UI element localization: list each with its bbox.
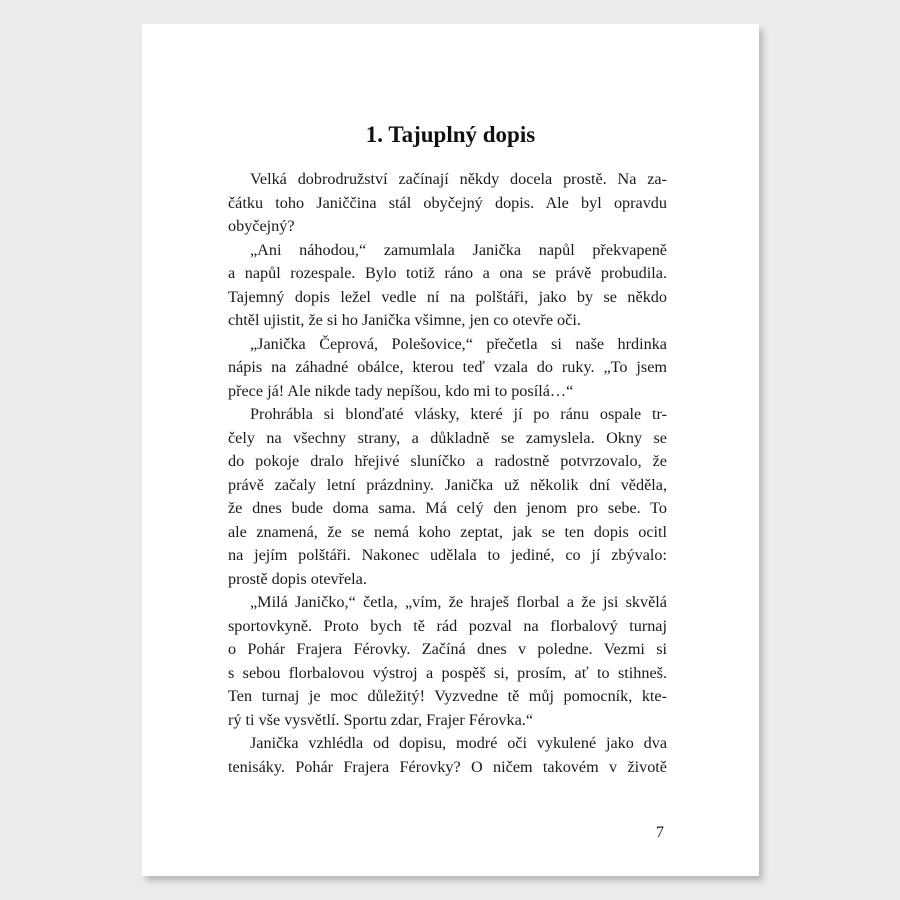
text-line: rý ti vše vysvětlí. Sportu zdar, Frajer Férovka.“ <box>228 710 534 729</box>
chapter-title: 1. Tajuplný dopis <box>365 122 536 147</box>
text-line: ale znamená, že se nemá koho zeptat, jak se ten dopis ocitl <box>228 522 667 541</box>
text-line: Prohrábla si blonďaté vlásky, které jí po ránu ospale tr- <box>250 405 667 423</box>
text-line: čátku toho Janiččina stál obyčejný dopis. Ale byl opravdu <box>228 193 667 212</box>
text-line: Ten turnaj je moc důležitý! Vyzvedne tě můj pomocník, kte- <box>228 687 667 705</box>
text-line: Tajemný dopis ležel vedle ní na polštáři, jako by se někdo <box>228 287 667 306</box>
text-line: „Milá Janičko,“ četla, „vím, že hraješ florbal a že jsi skvělá <box>250 593 667 611</box>
text-line: nápis na záhadné obálce, kterou teď vzala do ruky. „To jsem <box>228 358 667 376</box>
page-number: 7 <box>656 824 664 841</box>
text-line: že dnes bude doma sama. Má celý den jenom pro sebe. To <box>228 499 667 517</box>
text-line: Velká dobrodružství začínají někdy docela prostě. Na za- <box>250 170 667 188</box>
text-line: tenisáky. Pohár Frajera Férovky? O ničem takovém v životě <box>228 757 667 776</box>
text-line: sportovkyně. Proto bych tě rád pozval na florbalový turnaj <box>228 616 667 635</box>
book-page <box>142 24 759 876</box>
text-line: a napůl rozespale. Bylo totiž ráno a ona se právě probudila. <box>228 264 667 282</box>
text-line: „Ani náhodou,“ zamumlala Janička napůl překvapeně <box>250 240 667 259</box>
text-line: Janička vzhlédla od dopisu, modré oči vykulené jako dva <box>250 734 667 752</box>
text-line: na jejím polštáři. Nakonec udělala to jediné, co jí zbývalo: <box>228 546 667 564</box>
text-line: obyčejný? <box>228 217 295 235</box>
text-line: prostě dopis otevřela. <box>228 569 367 588</box>
text-line: čely na všechny strany, a důkladně se zamyslela. Okny se <box>228 428 667 447</box>
text-line: „Janička Čeprová, Polešovice,“ přečetla si naše hrdinka <box>250 334 667 353</box>
text-line: o Pohár Frajera Férovky. Začíná dnes v poledne. Vezmi si <box>228 640 667 658</box>
text-line: právě začaly letní prázdniny. Janička už několik dní věděla, <box>228 475 667 494</box>
text-line: přece já! Ale nikde tady nepíšou, kdo mi to posílá…“ <box>228 381 574 400</box>
text-line: s sebou florbalovou výstroj a pospěš si, prosím, ať to stihneš. <box>228 663 667 682</box>
text-line: chtěl ujistit, že si ho Janička všimne, jen co otevře oči. <box>228 311 581 329</box>
body-text <box>228 168 667 779</box>
text-line: do pokoje dralo hřejivé sluníčko a radostně potvrzovalo, že <box>228 452 667 470</box>
